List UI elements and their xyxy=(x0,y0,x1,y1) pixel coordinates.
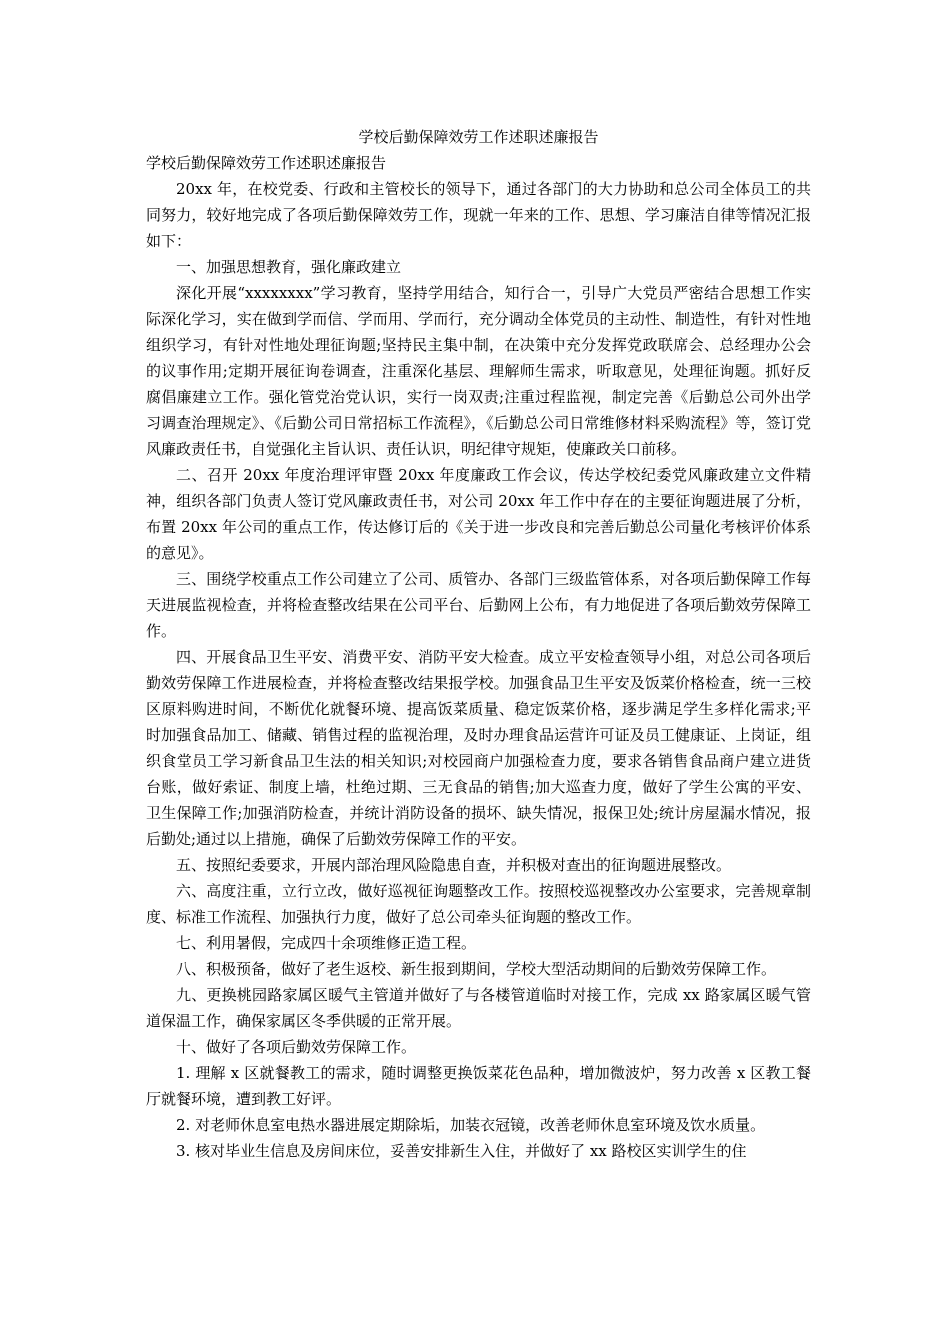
paragraph-section-7: 七、利用暑假，完成四十余项维修正造工程。 xyxy=(176,934,477,952)
paragraph-section-3: 三、围绕学校重点工作公司建立了公司、质管办、各部门三级监管体系，对各项后勤保障工作每天进展监视检查，并将检查整改结果在公司平台、后勤网上公布，有力地促进了各项后勤效劳保障工作。 xyxy=(146,570,811,640)
paragraph-section-8: 八、积极预备，做好了老生返校、新生报到期间，学校大型活动期间的后勤效劳保障工作。 xyxy=(176,960,777,978)
paragraph-section-1: 深化开展“xxxxxxxx”学习教育，坚持学用结合，知行合一，引导广大党员严密结合思想工作实际深化学习，实在做到学而信、学而用、学而行，充分调动全体党员的主动性、制造性，有针对性地组织学习，有针对性地处理征询题;坚持民主集中制，在决策中充分发挥党政联席会、总经理办公会的议事作用;定期开展征询卷调查，注重深化基层、理解师生需求，听取意见，处理征询题。抓好反腐倡廉建立工作。强化管党治党认识，实行一岗双责;注重过程监视，制定完善《后勤总公司外出学习调查治理规定》、《后勤公司日常招标工作流程》，《后勤总公司日常维修材料采购流程》等，签订党风廉政责任书，自觉强化主旨认识、责任认识，明纪律守规矩，使廉政关口前移。 xyxy=(146,284,811,458)
page-title: 学校后勤保障效劳工作述职述廉报告 xyxy=(358,128,599,146)
paragraph-section-9: 九、更换桃园路家属区暖气主管道并做好了与各楼管道临时对接工作，完成 xx 路家属区暖气管道保温工作，确保家属区冬季供暖的正常开展。 xyxy=(146,986,811,1030)
heading-section-10: 十、做好了各项后勤效劳保障工作。 xyxy=(176,1038,417,1056)
paragraph-section-2: 二、召开 20xx 年度治理评审暨 20xx 年度廉政工作会议，传达学校纪委党风廉政建立文件精神，组织各部门负责人签订党风廉政责任书，对公司 20xx 年工作中存在的主要征询题进展了分析，布置 20xx 年公司的重点工作，传达修订后的《关于进一步改良和完善后勤总公司量化考核评价体系的意见》。 xyxy=(146,466,811,562)
list-item-1: 1. 理解 x 区就餐教工的需求，随时调整更换饭菜花色品种，增加微波炉，努力改善 x 区教工餐厅就餐环境，遭到教工好评。 xyxy=(146,1064,811,1108)
paragraph-section-5: 五、按照纪委要求，开展内部治理风险隐患自查，并积极对查出的征询题进展整改。 xyxy=(176,856,732,874)
document-body xyxy=(146,124,811,1164)
paragraph-section-4: 四、开展食品卫生平安、消费平安、消防平安大检查。成立平安检查领导小组，对总公司各项后勤效劳保障工作进展检查，并将检查整改结果报学校。加强食品卫生平安及饭菜价格检查，统一三校区原料购进时间，不断优化就餐环境、提高饭菜质量、稳定饭菜价格，逐步满足学生多样化需求;平时加强食品加工、储藏、销售过程的监视治理，及时办理食品运营许可证及员工健康证、上岗证，组织食堂员工学习新食品卫生法的相关知识;对校园商户加强检查力度，要求各销售食品商户建立进货台账，做好索证、制度上墙，杜绝过期、三无食品的销售;加大巡查力度，做好了学生公寓的平安、卫生保障工作;加强消防检查，并统计消防设备的损坏、缺失情况，报保卫处;统计房屋漏水情况，报后勤处;通过以上措施，确保了后勤效劳保障工作的平安。 xyxy=(146,648,811,848)
document-subtitle: 学校后勤保障效劳工作述职述廉报告 xyxy=(146,154,387,172)
list-item-3: 3. 核对毕业生信息及房间床位，妥善安排新生入住，并做好了 xx 路校区实训学生的住 xyxy=(176,1142,747,1160)
heading-section-1: 一、加强思想教育，强化廉政建立 xyxy=(176,258,402,276)
list-item-2: 2. 对老师休息室电热水器进展定期除垢，加装衣冠镜，改善老师休息室环境及饮水质量。 xyxy=(176,1116,766,1134)
paragraph-intro: 20xx 年，在校党委、行政和主管校长的领导下，通过各部门的大力协助和总公司全体员工的共同努力，较好地完成了各项后勤保障效劳工作，现就一年来的工作、思想、学习廉洁自律等情况汇报如下： xyxy=(146,180,811,250)
paragraph-section-6: 六、高度注重，立行立改，做好巡视征询题整改工作。按照校巡视整改办公室要求，完善规章制度、标准工作流程、加强执行力度，做好了总公司牵头征询题的整改工作。 xyxy=(146,882,811,926)
